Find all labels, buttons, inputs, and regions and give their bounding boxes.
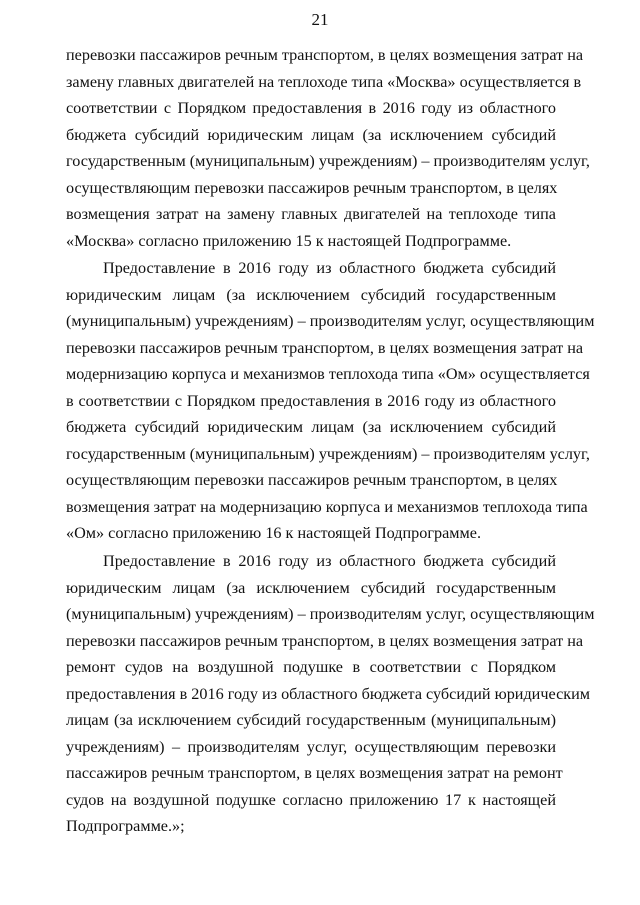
paragraph-3 — [66, 548, 595, 840]
text-line: Предоставление в 2016 году из областного бюджета субсидий — [103, 552, 556, 570]
text-line: судов на воздушной подушке согласно приложению 17 к настоящей — [66, 790, 556, 809]
text-line: учреждениям) – производителям услуг, осуществляющим перевозки — [66, 737, 556, 756]
text-line: осуществляющим перевозки пассажиров речным транспортом, в целях — [66, 178, 558, 197]
text-line: лицам (за исключением субсидий государственным (муниципальным) — [66, 711, 556, 729]
text-line: «Ом» согласно приложению 16 к настоящей Подпрограмме. — [66, 524, 481, 542]
text-line: модернизацию корпуса и механизмов теплохода типа «Ом» осуществляется — [66, 365, 590, 383]
text-line: перевозки пассажиров речным транспортом, в целях возмещения затрат на — [66, 631, 584, 650]
text-line: (муниципальным) учреждениям) – производителям услуг, осуществляющим — [66, 312, 595, 330]
text-line: возмещения затрат на модернизацию корпуса и механизмов теплохода типа — [66, 497, 588, 516]
text-line: (муниципальным) учреждениям) – производителям услуг, осуществляющим — [66, 605, 595, 623]
text-line: перевозки пассажиров речным транспортом, в целях возмещения затрат на — [66, 338, 584, 357]
text-line: бюджета субсидий юридическим лицам (за исключением субсидий — [66, 125, 556, 144]
paragraph-2 — [66, 255, 595, 547]
text-line: юридическим лицам (за исключением субсидий государственным — [66, 578, 556, 597]
text-line: «Москва» согласно приложению 15 к настоящей Подпрограмме. — [66, 231, 512, 250]
page-number: 21 — [311, 10, 329, 29]
text-line: государственным (муниципальным) учреждениям) – производителям услуг, — [66, 444, 590, 463]
text-line: Подпрограмме.»; — [66, 817, 185, 835]
text-line: соответствии с Порядком предоставления в 2016 году из областного — [66, 99, 556, 117]
text-line: ремонт судов на воздушной подушке в соответствии с Порядком — [66, 658, 556, 676]
text-line: Предоставление в 2016 году из областного бюджета субсидий — [103, 259, 556, 277]
text-line: пассажиров речным транспортом, в целях возмещения затрат на ремонт — [66, 764, 563, 782]
text-line: государственным (муниципальным) учреждениям) – производителям услуг, — [66, 152, 590, 170]
paragraph-1 — [66, 42, 590, 254]
text-line: возмещения затрат на замену главных двигателей на теплоходе типа — [66, 205, 556, 223]
text-line: замену главных двигателей на теплоходе типа «Москва» осуществляется в — [66, 72, 582, 91]
text-line: в соответствии с Порядком предоставления в 2016 году из областного — [66, 391, 556, 410]
text-line: перевозки пассажиров речным транспортом, в целях возмещения затрат на — [66, 46, 584, 64]
text-line: бюджета субсидий юридическим лицам (за исключением субсидий — [66, 418, 556, 436]
text-line: осуществляющим перевозки пассажиров речным транспортом, в целях — [66, 471, 558, 489]
text-line: предоставления в 2016 году из областного бюджета субсидий юридическим — [66, 684, 591, 703]
text-line: юридическим лицам (за исключением субсидий государственным — [66, 285, 556, 304]
